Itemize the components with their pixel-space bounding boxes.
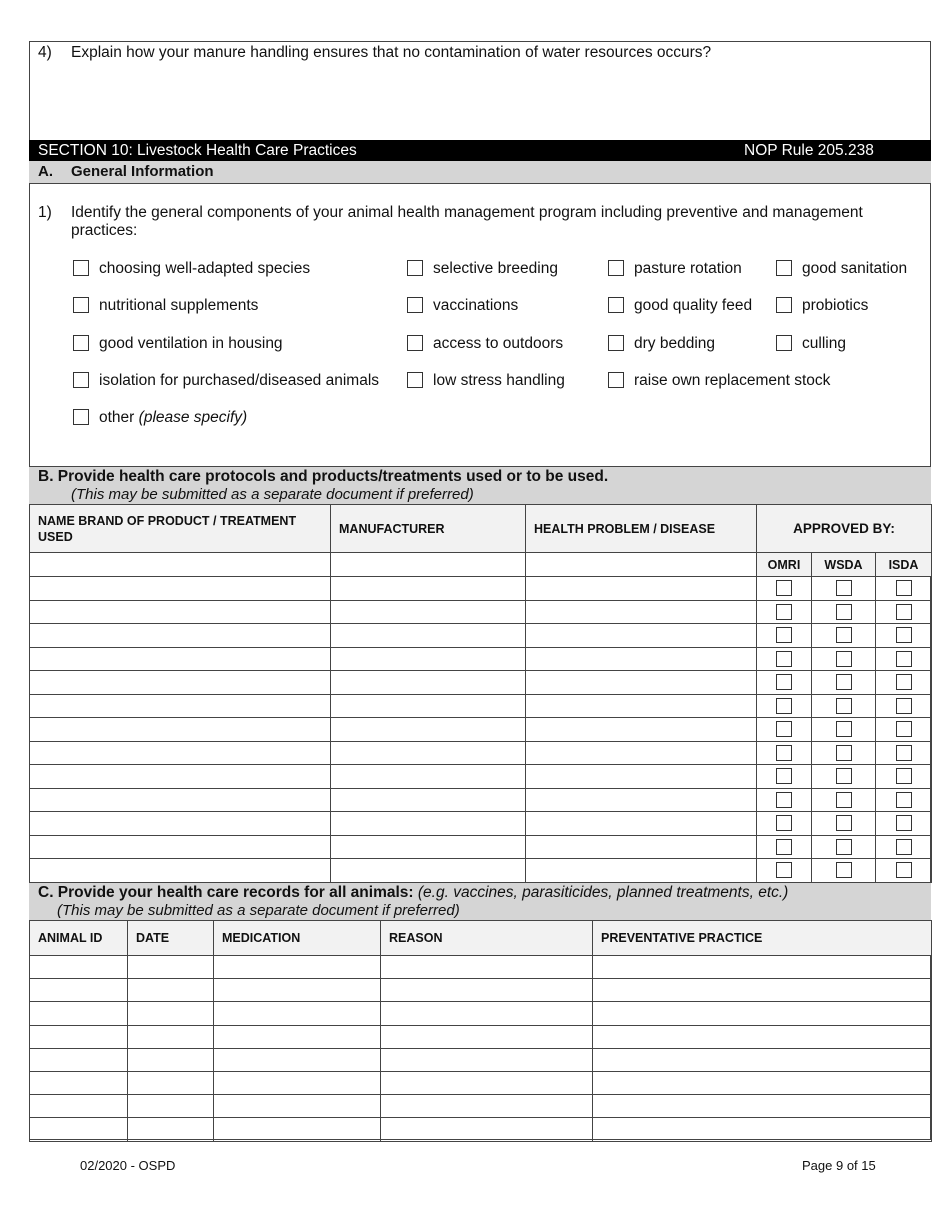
approval-cell <box>757 600 812 624</box>
table-row <box>30 624 932 648</box>
approval-cell <box>876 788 932 812</box>
table-cell[interactable] <box>30 1095 128 1118</box>
table-cell[interactable] <box>331 624 526 648</box>
table-cell[interactable] <box>331 647 526 671</box>
table-cell[interactable] <box>128 1048 214 1071</box>
table-row <box>30 1095 932 1118</box>
approval-cell <box>812 671 876 695</box>
table-cell[interactable] <box>30 956 128 979</box>
table-row <box>30 1071 932 1094</box>
table-row <box>30 979 932 1002</box>
approval-cell <box>757 647 812 671</box>
option-item[interactable] <box>73 260 310 278</box>
option-label: access to outdoors <box>433 335 564 352</box>
approval-cell <box>876 718 932 742</box>
approval-cell <box>876 624 932 648</box>
table-cell[interactable] <box>381 1071 593 1094</box>
approval-cell <box>757 671 812 695</box>
option-label: good quality feed <box>634 297 753 314</box>
checkbox[interactable] <box>73 260 89 276</box>
option-other[interactable] <box>73 409 247 427</box>
checkbox[interactable] <box>407 372 423 388</box>
table-cell[interactable] <box>526 624 757 648</box>
checkbox[interactable] <box>776 862 792 878</box>
checkbox[interactable] <box>776 627 792 643</box>
approval-cell <box>812 812 876 836</box>
option-label: low stress handling <box>433 372 565 389</box>
table-cell[interactable] <box>331 718 526 742</box>
table-cell[interactable] <box>593 956 932 979</box>
question-4-number: 4) <box>38 44 52 61</box>
header-product: NAME BRAND OF PRODUCT / TREATMENT USED <box>30 505 331 553</box>
table-cell[interactable] <box>30 859 331 883</box>
table-cell[interactable] <box>381 1002 593 1025</box>
checkbox[interactable] <box>776 651 792 667</box>
checkbox[interactable] <box>776 745 792 761</box>
checkbox[interactable] <box>776 698 792 714</box>
table-cell[interactable] <box>593 1048 932 1071</box>
checkbox[interactable] <box>836 674 852 690</box>
table-cell[interactable] <box>214 1071 381 1094</box>
table-row <box>30 694 932 718</box>
option-label: vaccinations <box>433 297 519 314</box>
records-table <box>29 920 932 1142</box>
subsection-a-band <box>29 161 931 184</box>
checkbox[interactable] <box>836 651 852 667</box>
table-cell[interactable] <box>526 577 757 601</box>
checkbox[interactable] <box>896 839 912 855</box>
checkbox[interactable] <box>836 839 852 855</box>
table-row <box>30 1118 932 1141</box>
header-approved-by: APPROVED BY: <box>757 505 932 553</box>
table-cell[interactable] <box>381 956 593 979</box>
subsection-c-note: (This may be submitted as a separate document if preferred) <box>57 902 460 919</box>
table-cell[interactable] <box>30 718 331 742</box>
table-cell[interactable] <box>526 765 757 789</box>
header-isda: ISDA <box>876 553 932 577</box>
option-item[interactable] <box>608 372 830 390</box>
option-item[interactable] <box>73 335 283 353</box>
option-item[interactable] <box>776 260 907 278</box>
checkbox[interactable] <box>896 721 912 737</box>
table-cell[interactable] <box>128 956 214 979</box>
checkbox[interactable] <box>608 335 624 351</box>
table-cell[interactable] <box>30 765 331 789</box>
header-health-problem: HEALTH PROBLEM / DISEASE <box>526 505 757 553</box>
table-row <box>30 835 932 859</box>
table-cell[interactable] <box>331 671 526 695</box>
approval-cell <box>876 812 932 836</box>
table-cell[interactable] <box>331 812 526 836</box>
checkbox[interactable] <box>896 698 912 714</box>
checkbox[interactable] <box>776 768 792 784</box>
approval-cell <box>757 577 812 601</box>
table-cell[interactable] <box>526 694 757 718</box>
approval-cell <box>812 600 876 624</box>
table-cell[interactable] <box>331 859 526 883</box>
checkbox[interactable] <box>407 260 423 276</box>
table-row <box>30 1025 932 1048</box>
subsection-a-label: A. <box>38 163 53 180</box>
checkbox[interactable] <box>608 372 624 388</box>
checkbox[interactable] <box>836 580 852 596</box>
subsection-a-title: General Information <box>71 163 214 180</box>
table-cell[interactable] <box>214 956 381 979</box>
table-cell[interactable] <box>30 671 331 695</box>
table-row <box>30 647 932 671</box>
table-cell[interactable] <box>30 1048 128 1071</box>
checkbox[interactable] <box>836 604 852 620</box>
subsection-c-title: C. Provide your health care records for all animals: <box>38 884 414 901</box>
table-cell[interactable] <box>214 1025 381 1048</box>
checkbox[interactable] <box>836 792 852 808</box>
approval-cell <box>757 788 812 812</box>
table-cell[interactable] <box>30 741 331 765</box>
table-cell[interactable] <box>381 1048 593 1071</box>
table-cell[interactable] <box>30 577 331 601</box>
table-cell[interactable] <box>593 1118 932 1141</box>
option-item[interactable] <box>407 260 558 278</box>
approval-cell <box>812 765 876 789</box>
table-cell[interactable] <box>30 1025 128 1048</box>
checkbox[interactable] <box>73 409 89 425</box>
table-cell[interactable] <box>593 1025 932 1048</box>
subsection-c-band <box>29 882 931 920</box>
table-cell[interactable] <box>214 1095 381 1118</box>
table-cell[interactable] <box>128 1025 214 1048</box>
checkbox[interactable] <box>896 768 912 784</box>
table-cell[interactable] <box>128 979 214 1002</box>
checkbox[interactable] <box>776 335 792 351</box>
table-cell[interactable] <box>526 647 757 671</box>
table-row <box>30 600 932 624</box>
table-cell[interactable] <box>30 647 331 671</box>
option-item[interactable] <box>608 335 715 353</box>
approval-cell <box>812 694 876 718</box>
section-header <box>29 140 931 161</box>
table-row <box>30 1002 932 1025</box>
approval-cell <box>876 859 932 883</box>
option-label: selective breeding <box>433 260 558 277</box>
subsection-b-note: (This may be submitted as a separate document if preferred) <box>71 486 474 503</box>
approval-cell <box>757 624 812 648</box>
table-cell[interactable] <box>381 979 593 1002</box>
option-other-note: (please specify) <box>138 409 248 426</box>
option-item[interactable] <box>608 297 752 315</box>
checkbox[interactable] <box>836 745 852 761</box>
table-row <box>30 859 932 883</box>
approval-cell <box>876 694 932 718</box>
checkbox[interactable] <box>896 745 912 761</box>
checkbox[interactable] <box>836 698 852 714</box>
checkbox[interactable] <box>776 604 792 620</box>
option-item[interactable] <box>776 297 868 315</box>
table-cell[interactable] <box>593 1095 932 1118</box>
option-item[interactable] <box>73 297 258 315</box>
checkbox[interactable] <box>896 674 912 690</box>
option-item[interactable] <box>407 372 565 390</box>
table-cell[interactable] <box>526 812 757 836</box>
table-row <box>30 577 932 601</box>
approval-cell <box>876 671 932 695</box>
table-cell[interactable] <box>214 1002 381 1025</box>
checkbox[interactable] <box>896 815 912 831</box>
checkbox[interactable] <box>776 297 792 313</box>
table-row <box>30 1048 932 1071</box>
option-label: culling <box>802 335 846 352</box>
header-wsda: WSDA <box>812 553 876 577</box>
treatments-table <box>29 504 932 883</box>
table-cell[interactable] <box>331 835 526 859</box>
table-cell[interactable] <box>593 1071 932 1094</box>
option-label: raise own replacement stock <box>634 372 831 389</box>
option-item[interactable] <box>73 372 379 390</box>
table-cell[interactable] <box>128 1095 214 1118</box>
table-cell[interactable] <box>331 788 526 812</box>
table-cell[interactable] <box>526 859 757 883</box>
checkbox[interactable] <box>836 815 852 831</box>
approval-cell <box>876 600 932 624</box>
table-row <box>30 788 932 812</box>
subsection-b-title: B. Provide health care protocols and products/treatments used or to be used. <box>38 468 609 485</box>
option-label: good ventilation in housing <box>99 335 283 352</box>
header-animal-id: ANIMAL ID <box>30 921 128 956</box>
table-cell[interactable] <box>30 694 331 718</box>
approval-cell <box>757 812 812 836</box>
table-cell[interactable] <box>381 1118 593 1141</box>
table-cell[interactable] <box>593 1002 932 1025</box>
header-reason: REASON <box>381 921 593 956</box>
checkbox[interactable] <box>608 260 624 276</box>
checkbox[interactable] <box>896 862 912 878</box>
table-cell[interactable] <box>128 1071 214 1094</box>
approval-cell <box>876 765 932 789</box>
table-cell[interactable] <box>214 979 381 1002</box>
table-cell[interactable] <box>331 694 526 718</box>
checkbox[interactable] <box>836 862 852 878</box>
table-cell[interactable] <box>128 1118 214 1141</box>
question-4 <box>38 44 711 62</box>
option-item[interactable] <box>608 260 742 278</box>
checkbox[interactable] <box>608 297 624 313</box>
table-cell[interactable] <box>331 600 526 624</box>
table-cell[interactable] <box>30 788 331 812</box>
approval-cell <box>757 859 812 883</box>
option-label: good sanitation <box>802 260 908 277</box>
table-cell[interactable] <box>30 812 331 836</box>
checkbox[interactable] <box>896 792 912 808</box>
table-cell[interactable] <box>593 979 932 1002</box>
table-cell[interactable] <box>381 1095 593 1118</box>
approval-cell <box>876 741 932 765</box>
header-manufacturer: MANUFACTURER <box>331 505 526 553</box>
subsection-c-line <box>38 884 788 902</box>
approval-cell <box>757 694 812 718</box>
checkbox[interactable] <box>896 580 912 596</box>
table-cell[interactable] <box>526 718 757 742</box>
table-cell[interactable] <box>331 765 526 789</box>
approval-cell <box>757 718 812 742</box>
table-cell[interactable] <box>526 671 757 695</box>
option-label: dry bedding <box>634 335 716 352</box>
checkbox[interactable] <box>896 651 912 667</box>
approval-cell <box>757 835 812 859</box>
approval-cell <box>876 647 932 671</box>
approval-cell <box>812 577 876 601</box>
table-row <box>30 812 932 836</box>
approval-cell <box>812 624 876 648</box>
checkbox[interactable] <box>73 297 89 313</box>
table-cell[interactable] <box>526 788 757 812</box>
subsection-c-example: (e.g. vaccines, parasiticides, planned treatments, etc.) <box>413 884 789 901</box>
table-cell[interactable] <box>30 624 331 648</box>
checkbox[interactable] <box>836 627 852 643</box>
option-label: pasture rotation <box>634 260 742 277</box>
table-cell[interactable] <box>30 1071 128 1094</box>
table-cell[interactable] <box>30 1118 128 1141</box>
checkbox[interactable] <box>776 721 792 737</box>
table-cell[interactable] <box>30 835 331 859</box>
question-4-text: Explain how your manure handling ensures that no contamination of water resources occurs? <box>71 44 712 61</box>
table-cell[interactable] <box>30 1002 128 1025</box>
table-row <box>30 741 932 765</box>
subsection-b-band <box>29 466 931 504</box>
table-cell[interactable] <box>331 577 526 601</box>
checkbox[interactable] <box>776 674 792 690</box>
checkbox[interactable] <box>836 721 852 737</box>
option-label: choosing well-adapted species <box>99 260 311 277</box>
approval-cell <box>812 647 876 671</box>
checkbox[interactable] <box>776 839 792 855</box>
checkbox[interactable] <box>73 335 89 351</box>
table-row <box>30 671 932 695</box>
approval-cell <box>876 577 932 601</box>
approval-cell <box>812 718 876 742</box>
checkbox[interactable] <box>896 627 912 643</box>
checkbox[interactable] <box>836 768 852 784</box>
approval-cell <box>812 788 876 812</box>
table-row <box>30 718 932 742</box>
footer-page: Page 9 of 15 <box>802 1158 876 1173</box>
table-cell[interactable] <box>214 1118 381 1141</box>
checkbox[interactable] <box>776 580 792 596</box>
header-omri: OMRI <box>757 553 812 577</box>
checkbox[interactable] <box>776 260 792 276</box>
checkbox[interactable] <box>776 815 792 831</box>
option-label: probiotics <box>802 297 869 314</box>
approval-cell <box>876 835 932 859</box>
table-cell[interactable] <box>526 741 757 765</box>
approval-cell <box>757 765 812 789</box>
footer-date: 02/2020 - OSPD <box>80 1158 176 1173</box>
checkbox[interactable] <box>407 297 423 313</box>
approval-cell <box>757 741 812 765</box>
table-cell[interactable] <box>128 1002 214 1025</box>
question-1-text: Identify the general components of your animal health management program including preventive and management practices: <box>71 204 863 239</box>
option-label: isolation for purchased/diseased animals <box>99 372 380 389</box>
table-row <box>30 956 932 979</box>
option-label: nutritional supplements <box>99 297 259 314</box>
section-title: SECTION 10: Livestock Health Care Practices <box>38 142 357 159</box>
table-cell[interactable] <box>214 1048 381 1071</box>
approval-cell <box>812 741 876 765</box>
option-item[interactable] <box>407 335 563 353</box>
checkbox[interactable] <box>407 335 423 351</box>
approval-cell <box>812 859 876 883</box>
header-date: DATE <box>128 921 214 956</box>
checkbox[interactable] <box>776 792 792 808</box>
question-1-number: 1) <box>38 204 52 221</box>
checkbox[interactable] <box>896 604 912 620</box>
table-cell[interactable] <box>526 835 757 859</box>
approval-cell <box>812 835 876 859</box>
header-preventative-practice: PREVENTATIVE PRACTICE <box>593 921 932 956</box>
checkbox[interactable] <box>73 372 89 388</box>
option-item[interactable] <box>407 297 518 315</box>
table-cell[interactable] <box>381 1025 593 1048</box>
table-cell[interactable] <box>331 741 526 765</box>
table-row <box>30 765 932 789</box>
table-cell[interactable] <box>30 600 331 624</box>
table-cell[interactable] <box>30 979 128 1002</box>
table-cell[interactable] <box>526 600 757 624</box>
header-medication: MEDICATION <box>214 921 381 956</box>
section-rule: NOP Rule 205.238 <box>744 142 874 159</box>
option-item[interactable] <box>776 335 846 353</box>
option-other-label: other <box>99 409 135 426</box>
